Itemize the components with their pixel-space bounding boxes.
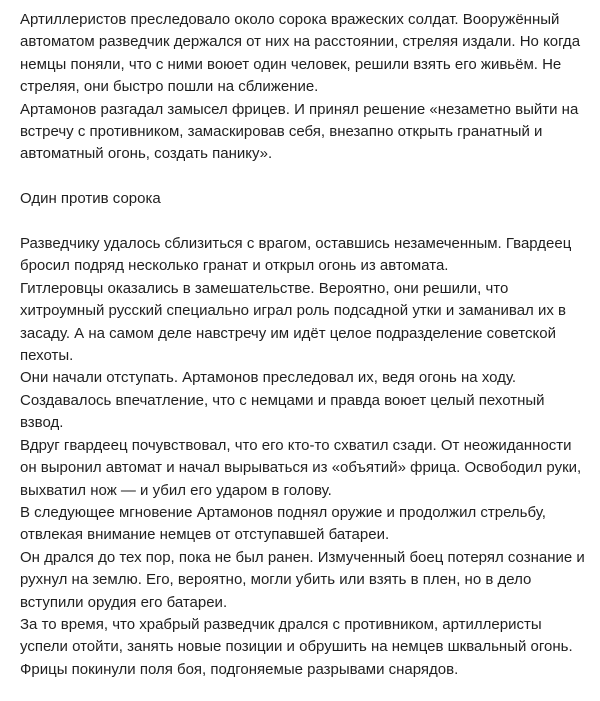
- text-line: Он дрался до тех пор, пока не был ранен. Измученный боец потерял сознание и: [20, 548, 585, 566]
- paragraph: [20, 99, 596, 166]
- text-line: вступили орудия его батареи.: [20, 593, 228, 611]
- text-line: успели отойти, занять новые позиции и обрушить на немцев шквальный огонь.: [20, 638, 573, 656]
- spacer: [20, 211, 596, 233]
- paragraph: [20, 547, 596, 614]
- text-line: В следующее мгновение Артамонов поднял оружие и продолжил стрельбу,: [20, 503, 546, 521]
- paragraph: [20, 9, 596, 99]
- paragraph: [20, 367, 596, 389]
- section-title: [20, 188, 596, 210]
- text-line: отвлекая внимание немцев от отступавшей батареи.: [20, 526, 390, 544]
- intro-section: [20, 9, 596, 166]
- text-line: автоматом разведчик держался от них на расстоянии, стреляя издали. Но когда: [20, 33, 581, 51]
- text-line: автоматный огонь, создать панику».: [20, 145, 273, 163]
- section-title-text: Один против сорока: [20, 190, 161, 208]
- text-line: пехоты.: [20, 347, 74, 365]
- text-line: Гитлеровцы оказались в замешательстве. Вероятно, они решили, что: [20, 279, 509, 297]
- text-line: Создавалось впечатление, что с немцами и правда воюет целый пехотный: [20, 391, 545, 409]
- body-section: [20, 233, 596, 681]
- paragraph: [20, 614, 596, 659]
- text-line: Артиллеристов преследовало около сорока вражеских солдат. Вооружённый: [20, 11, 560, 28]
- text-line: хитроумный русский специально играл роль подсадной утки и заманивал их в: [20, 302, 566, 320]
- text-line: За то время, что храбрый разведчик дрался с противником, артиллеристы: [20, 615, 542, 633]
- text-line: встречу с противником, замаскировав себя, внезапно открыть гранатный и: [20, 123, 543, 141]
- text-line: стреляя, они быстро пошли на сближение.: [20, 78, 319, 96]
- text-line: Они начали отступать. Артамонов преследовал их, ведя огонь на ходу.: [20, 369, 517, 387]
- article-text: [20, 9, 596, 681]
- text-line: Артамонов разгадал замысел фрицев. И принял решение «незаметно выйти на: [20, 100, 579, 118]
- paragraph: [20, 659, 596, 681]
- paragraph: [20, 278, 596, 368]
- text-line: выхватил нож — и убил его ударом в голову.: [20, 481, 332, 499]
- spacer: [20, 166, 596, 188]
- text-line: Вдруг гвардеец почувствовал, что его кто-то схватил сзади. От неожиданности: [20, 436, 572, 454]
- paragraph: [20, 390, 596, 435]
- text-line: он выронил автомат и начал вырываться из «объятий» фрица. Освободил руки,: [20, 459, 582, 477]
- text-line: Разведчику удалось сблизиться с врагом, оставшись незамеченным. Гвардеец: [20, 235, 572, 253]
- text-line: засаду. А на самом деле навстречу им идёт целое подразделение советской: [20, 324, 556, 342]
- text-line: Фрицы покинули поля боя, подгоняемые разрывами снарядов.: [20, 660, 459, 678]
- paragraph: [20, 435, 596, 502]
- text-line: взвод.: [20, 414, 64, 432]
- paragraph: [20, 233, 596, 278]
- text-line: бросил подряд несколько гранат и открыл огонь из автомата.: [20, 257, 449, 275]
- text-line: немцы поняли, что с ними воюет один человек, решили взять его живьём. Не: [20, 55, 562, 73]
- paragraph: [20, 502, 596, 547]
- text-line: рухнул на землю. Его, вероятно, могли убить или взять в плен, но в дело: [20, 571, 532, 589]
